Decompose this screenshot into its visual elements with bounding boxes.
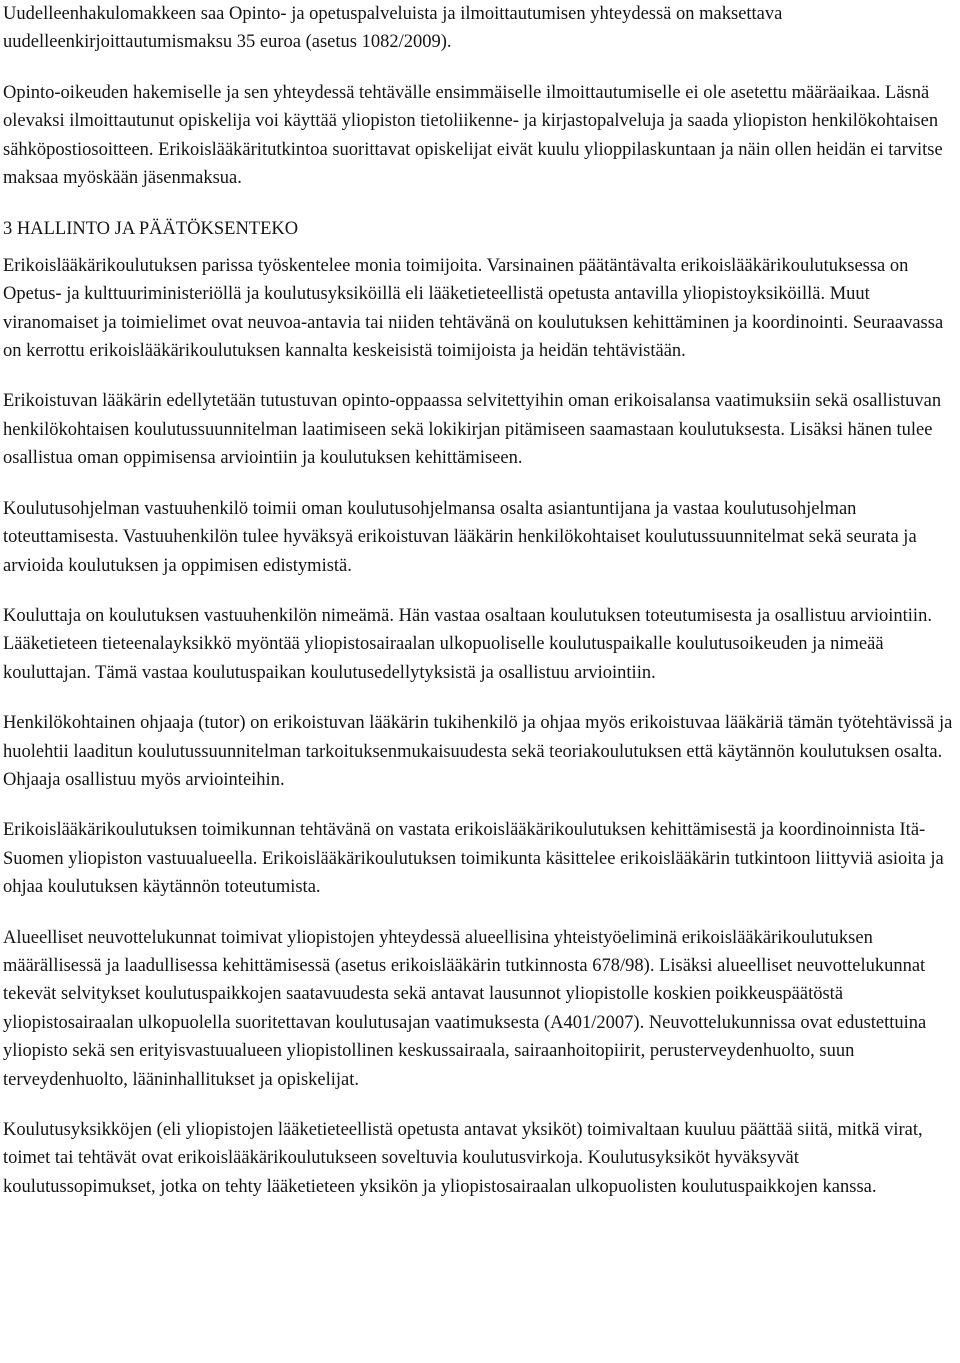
paragraph-personal-tutor: Henkilökohtainen ohjaaja (tutor) on erikoistuvan lääkärin tukihenkilö ja ohjaa myös erikoistuvaa lääkäriä tämän työtehtävissä ja huolehtii laaditun koulutussuunnitelman tarkoituksenmukaisuudesta sekä teoriakoulutuksen että käytännön koulutuksen osalta. Ohjaaja osallistuu myös arviointeihin.	[3, 713, 953, 790]
paragraph-regional-councils: Alueelliset neuvottelukunnat toimivat yliopistojen yhteydessä alueellisina yhteistyöeliminä erikoislääkärikoulutuksen määrällisessä ja laadullisessa kehittämisessä (asetus erikoislääkärin tutkinnosta 678/98). Lisäksi alueelliset neuvottelukunnat tekevät selvitykset koulutuspaikkojen saatavuudesta sekä antavat lausunnot yliopistolle koskien poikkeuspäätöstä yliopistosairaalan ulkopuolella suoritettavan koulutusajan vaatimuksesta (A401/2007). Neuvottelukunnissa ovat edustettuina yliopisto sekä sen erityisvastuualueen yliopistollinen keskussairaala, sairaanhoitopiirit, perusterveydenhuolto, suun terveydenhuolto, lääninhallitukset ja opiskelijat.	[3, 927, 927, 1090]
paragraph-reapplication-fee: Uudelleenhakulomakkeen saa Opinto- ja opetuspalveluista ja ilmoittautumisen yhteydessä on maksettava uudelleenkirjoittautumismaksu 35 euroa (asetus 1082/2009).	[3, 4, 783, 53]
paragraph-registration-deadline: Opinto-oikeuden hakemiselle ja sen yhteydessä tehtävälle ensimmäiselle ilmoittautumiselle ei ole asetettu määräaikaa. Läsnä olevaksi ilmoittautunut opiskelija voi käyttää yliopiston tietoliikenne- ja kirjastopalveluja ja saada yliopiston henkilökohtaisen sähköpostiosoitteen. Erikoislääkäritutkintoa suorittavat opiskelijat eivät kuulu ylioppilaskuntaan ja näin ollen heidän ei tarvitse maksaa myöskään jäsenmaksua.	[3, 82, 943, 189]
paragraph-specializing-doctor: Erikoistuvan lääkärin edellytetään tutustuvan opinto-oppaassa selvitettyihin oman erikoisalansa vaatimuksiin sekä osallistuvan henkilökohtaisen koulutussuunnitelman laatimiseen sekä lokikirjan pitämiseen saamastaan koulutuksesta. Lisäksi hänen tulee osallistua oman oppimisensa arviointiin ja koulutuksen kehittämiseen.	[3, 391, 942, 469]
paragraph-program-director: Koulutusohjelman vastuuhenkilö toimii oman koulutusohjelmansa osalta asiantuntijana ja vastaa koulutusohjelman toteuttamisesta. Vastuuhenkilön tulee hyväksyä erikoistuvan lääkärin henkilökohtaiset koulutussuunnitelmat sekä seurata ja arvioida koulutuksen ja oppimisen edistymistä.	[3, 498, 917, 576]
paragraph-training-units: Koulutusyksikköjen (eli yliopistojen lääketieteellistä opetusta antavat yksiköt) toimivaltaan kuuluu päättää siitä, mitkä virat, toimet tai tehtävät ovat erikoislääkärikoulutukseen soveltuvia koulutusvirkoja. Koulutusyksiköt hyväksyvät koulutussopimukset, jotka on tehty lääketieteen yksikön ja yliopistosairaalan ulkopuolisten koulutuspaikkojen kanssa.	[3, 1120, 923, 1197]
document-page	[3, 0, 955, 1201]
paragraph-trainer: Kouluttaja on koulutuksen vastuuhenkilön nimeämä. Hän vastaa osaltaan koulutuksen toteutumisesta ja osallistuu arviointiin. Lääketieteen tieteenalayksikkö myöntää yliopistosairaalan ulkopuoliselle koulutuspaikalle koulutusoikeuden ja nimeää kouluttajan. Tämä vastaa koulutuspaikan koulutusedellytyksistä ja osallistuu arviointiin.	[3, 605, 932, 683]
paragraph-training-committee: Erikoislääkärikoulutuksen toimikunnan tehtävänä on vastata erikoislääkärikoulutuksen kehittämisestä ja koordinoinnista Itä-Suomen yliopiston vastuualueella. Erikoislääkärikoulutuksen toimikunta käsittelee erikoislääkärin tutkintoon liittyviä asioita ja ohjaa koulutuksen käytännön toteutumista.	[3, 820, 944, 898]
section-heading: 3 HALLINTO JA PÄÄTÖKSENTEKO	[3, 219, 299, 240]
paragraph-actors-overview: Erikoislääkärikoulutuksen parissa työskentelee monia toimijoita. Varsinainen päätäntävalta erikoislääkärikoulutuksessa on Opetus- ja kulttuuriministeriöllä ja koulutusyksiköillä eli lääketieteellistä opetusta antavilla yliopistoyksiköillä. Muut viranomaiset ja toimielimet ovat neuvoa-antavia tai niiden tehtävänä on koulutuksen kehittäminen ja koordinointi. Seuraavassa on kerrottu erikoislääkärikoulutuksen kannalta keskeisistä toimijoista ja heidän tehtävistään.	[3, 255, 944, 362]
